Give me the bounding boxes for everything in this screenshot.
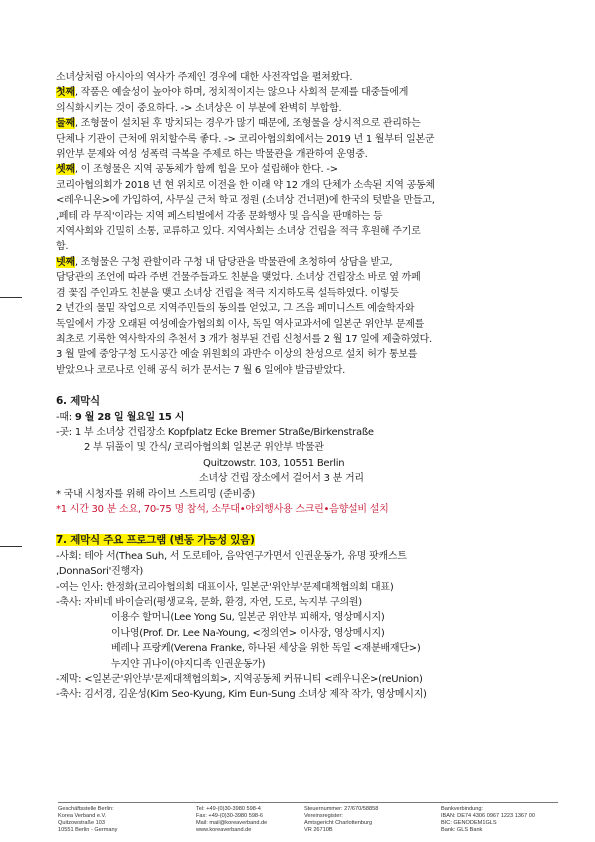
footer-line: Geschäftsstelle Berlin: — [58, 806, 114, 812]
footer-line: Amtsgericht Charlottenburg — [304, 820, 373, 826]
note-logistics: *1 시간 30 분 소요, 70-75 명 참석, 소무대•야외행사용 스크린•음향설비 설치 — [56, 503, 389, 515]
footer-registry — [304, 806, 441, 834]
paragraph-line: 단체나 기관이 근처에 위치할수록 좋다. -> 코리아협의회에서는 2019 년 1 월부터 일본군 — [56, 133, 435, 145]
program-unveiling: -제막: <일본군'위안부'문제대책협의회>, 지역공동체 커뮤니티 <레우니온>(reUnion) — [56, 674, 423, 686]
paragraph-second — [56, 116, 546, 131]
margin-line-mark — [0, 297, 22, 298]
paragraph-line: 담당관의 조언에 따라 주변 건물주들과도 친분을 맺었다. 소녀상 건립장소 바로 옆 까페 — [56, 272, 421, 284]
paragraph-line: 코리아협의회가 2018 년 현 위치로 이전을 한 이래 약 12 개의 단체가 소속된 지역 공동체 — [56, 179, 435, 191]
footer-line: www.koreaverband.de — [196, 827, 252, 833]
second-label: 둘째 — [56, 118, 75, 130]
page-footer — [58, 802, 558, 834]
note-streaming: * 국내 시청자를 위해 라이브 스트리밍 (준비중) — [56, 488, 256, 500]
event-place-4: 소녀상 건립 장소에서 걸어서 3 분 거리 — [199, 473, 364, 485]
first-label: 첫째 — [56, 87, 75, 99]
paragraph-intro: 소녀상처럼 아시아의 역사가 주제인 경우에 대한 사전작업을 펼쳐왔다. — [56, 72, 353, 83]
section-gap — [56, 517, 546, 533]
paragraph-line: 위안부 문제와 여성 성폭력 극복을 주제로 하는 박물관을 개관하여 운영중. — [56, 149, 368, 161]
section7-heading — [56, 533, 546, 548]
event-place-2: 2 부 뒤풀이 및 간식/ 코리아협의회 일본군 위안부 박물관 — [84, 442, 324, 454]
program-congrats-speaker: 이나영(Prof. Dr. Lee Na-Young, <정의연> 이사장, 영상메시지) — [111, 627, 385, 639]
program-congrats-speaker: 이용수 할머니(Lee Yong Su, 일본군 위안부 피해자, 영상메시지) — [111, 612, 385, 624]
footer-line: Vereinsregister: — [304, 813, 343, 819]
footer-line: Korea Verband e.V. — [58, 813, 107, 819]
paragraph-line: 지역사회와 긴밀히 소통, 교류하고 있다. 지역사회는 소녀상 건립을 적극 후원해 주기로 — [56, 226, 421, 238]
fourth-text: , 조형물은 구청 관할이라 구청 내 담당관을 박물관에 초청하여 상담을 받고, — [74, 256, 393, 268]
event-place-3: Quitzowstr. 103, 10551 Berlin — [203, 457, 345, 469]
footer-line: Fax: +49-(0)30-3980 598-6 — [196, 813, 264, 819]
paragraph-line: 최초로 기록한 역사학자의 추천서 3 개가 첨부된 건립 신청서를 2 월 17 일에 제출하였다. — [56, 333, 432, 345]
footer-address — [58, 806, 196, 834]
paragraph-line: <레우니온>에 가입하여, 사무실 근처 학교 정원 (소녀상 건너편)에 한국의 텃밭을 만들고, — [56, 195, 435, 207]
footer-bank — [441, 806, 558, 834]
paragraph-third — [56, 162, 546, 177]
paragraph-line: 2 년간의 물밑 작업으로 지역주민들의 동의를 얻었고, 그 즈음 페미니스트 예술학자와 — [56, 303, 415, 315]
paragraph-line: ,페테 라 무직'이라는 지역 페스티벌에서 각종 문화행사 및 음식을 판매하는 등 — [56, 210, 383, 222]
section-gap — [56, 378, 546, 394]
footer-line: Quitzowstraße 103 — [58, 820, 105, 826]
footer-contact — [196, 806, 304, 834]
footer-line: Bank: GLS Bank — [441, 827, 483, 833]
paragraph-line: 받았으나 코로나로 인해 공식 허가 문서는 7 월 6 일에야 발급받았다. — [56, 364, 346, 376]
paragraph-fourth — [56, 255, 546, 270]
program-mc-cont: ,DonnaSori'진행자) — [56, 566, 144, 578]
footer-line: Mail: mail@koreaverband.de — [196, 820, 268, 826]
program-opening: -여는 인사: 한정화(코리아협의회 대표이사, 일본군'위안부'문제대책협의회 대표) — [56, 581, 394, 593]
paragraph-line: 겸 꽃집 주인과도 친분을 맺고 소녀상 건립을 적극 지지하도록 설득하였다. 이렇듯 — [56, 287, 399, 299]
footer-line: IBAN: DE74 4306 0967 1223 1367 00 — [441, 813, 535, 819]
program-artist-speech: -축사: 김서경, 김운성(Kim Seo-Kyung, Kim Eun-Sung 소녀상 제작 작가, 영상메시지) — [56, 689, 427, 701]
event-place-1: -곳: 1 부 소녀상 건립장소 Kopfplatz Ecke Bremer Straße/Birkenstraße — [56, 426, 374, 438]
program-congrats: -축사: 자비네 바이슬러(평생교육, 문화, 환경, 자연, 도로, 녹지부 구의원) — [56, 597, 362, 608]
footer-line: VR 26710B — [304, 827, 333, 833]
date-prefix: -때: — [56, 411, 75, 423]
section7-heading-text: 7. 제막식 주요 프로그램 (변동 가능성 있음) — [56, 534, 255, 547]
program-mc: -사회: 테아 서(Thea Suh, 서 도로테아, 음악연구가면서 인권운동가, 유명 팟캐스트 — [56, 550, 407, 562]
footer-line: 10551 Berlin - Germany — [58, 827, 118, 833]
paragraph-line: 독일에서 가장 오래된 여성예술가협의회 이사, 독일 역사교과서에 일본군 위안부 문제를 — [56, 318, 425, 330]
program-congrats-speaker: 베레나 프랑케(Verena Franke, 하나된 세상을 위한 독일 <재분배재단>) — [111, 643, 421, 655]
second-text: , 조형물이 설치된 후 방치되는 경우가 많기 때문에, 조형물을 상시적으로 관리하는 — [74, 118, 421, 130]
paragraph-line: 3 월 말에 중앙구청 도시공간 예술 위원회의 과반수 이상의 찬성으로 설치 허가 통보를 — [56, 349, 418, 361]
footer-line: Bankverbindung: — [441, 806, 483, 812]
event-date — [56, 410, 546, 425]
paragraph-line: 의식화시키는 것이 중요하다. -> 소녀상은 이 부분에 완벽히 부합함. — [56, 102, 342, 114]
paragraph-first — [56, 85, 546, 100]
footer-line: BIC: GENODEM1GLS — [441, 820, 497, 826]
paragraph-line: 함. — [56, 241, 69, 253]
program-congrats-speaker: 누지얀 귀나이(야지디족 인권운동가) — [111, 658, 266, 670]
footer-line: Tel: +49-(0)30-3980 598-4 — [196, 806, 261, 812]
footer-line: Steuernummer: 27/670/58858 — [304, 806, 379, 812]
fourth-label: 넷째 — [56, 256, 75, 268]
first-text: , 작품은 예술성이 높아야 하며, 정치적이지는 않으나 사회적 문제를 대중들에게 — [74, 87, 409, 99]
margin-line-mark — [0, 546, 22, 547]
third-label: 셋째 — [56, 164, 75, 176]
date-value: 9 월 28 일 월요일 15 시 — [74, 411, 185, 423]
section6-heading: 6. 제막식 — [56, 395, 100, 408]
document-body — [56, 70, 546, 703]
third-text: , 이 조형물은 지역 공동체가 함께 힘을 모아 설립해야 한다. -> — [74, 164, 338, 176]
